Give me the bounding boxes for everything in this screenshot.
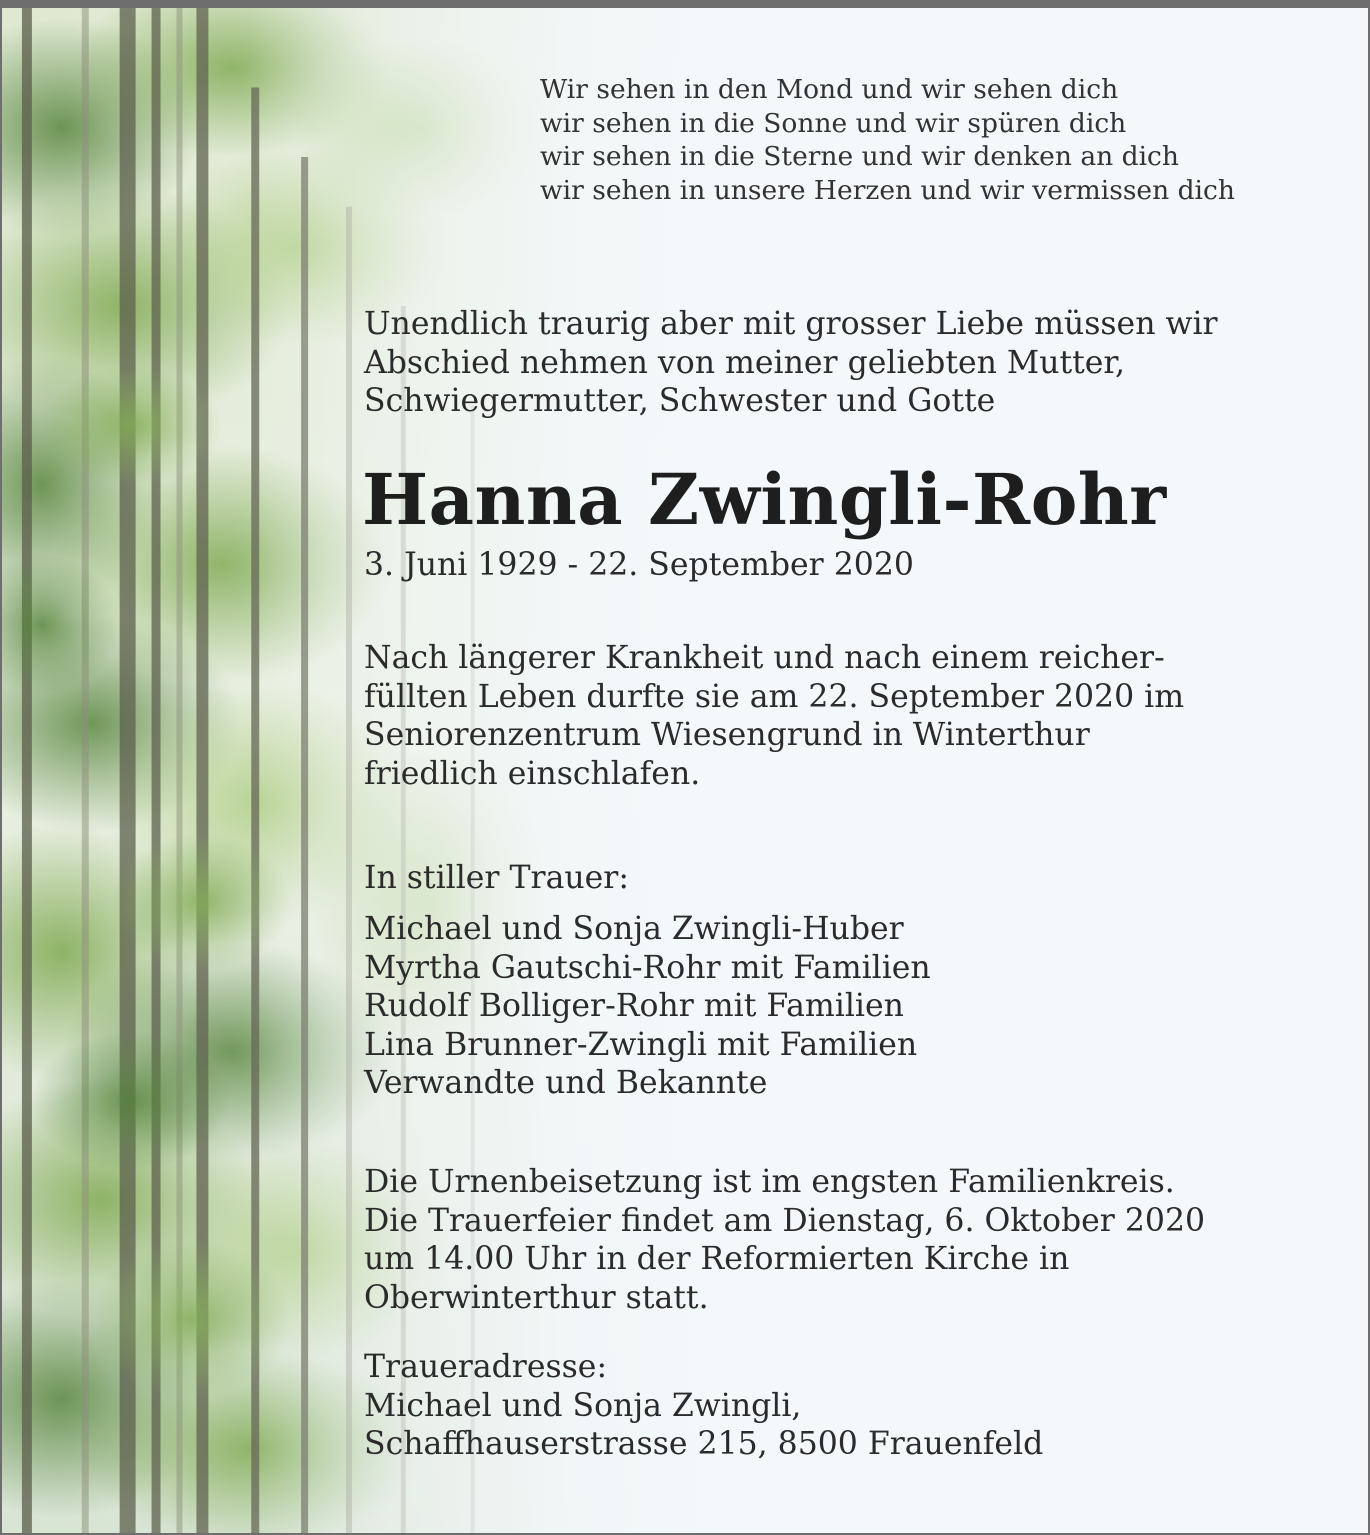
ceremony-line: um 14.00 Uhr in der Reformierten Kirche in: [364, 1241, 1070, 1277]
mourner-name: Michael und Sonja Zwingli-Huber: [364, 911, 904, 947]
poem-line: Wir sehen in den Mond und wir sehen dich: [540, 74, 1119, 105]
ceremony-line: Die Trauerfeier findet am Dienstag, 6. Oktober 2020: [364, 1202, 1206, 1239]
mourner-name: Lina Brunner-Zwingli mit Familien: [364, 1026, 918, 1063]
intro-line: Unendlich traurig aber mit grosser Liebe müssen wir: [364, 306, 1218, 342]
mourning-address: [364, 1348, 1043, 1464]
message-line: füllten Leben durfte sie am 22. September 2020 im: [364, 678, 1185, 715]
ceremony-line: Die Urnenbeisetzung ist im engsten Familienkreis.: [364, 1164, 1175, 1200]
intro-text: [364, 305, 1218, 421]
address-line: Traueradresse:: [364, 1349, 608, 1385]
mourner-name: Verwandte und Bekannte: [364, 1065, 768, 1101]
death-message: [364, 639, 1184, 793]
ceremony-line: Oberwinterthur statt.: [364, 1279, 709, 1316]
message-line: Seniorenzentrum Wiesengrund in Winterthur: [364, 717, 1090, 753]
mourners-list: [364, 910, 931, 1103]
poem-line: wir sehen in die Sterne und wir denken an dich: [540, 141, 1179, 172]
deceased-name: Hanna Zwingli-Rohr: [362, 458, 1167, 541]
mourner-name: Myrtha Gautschi-Rohr mit Familien: [364, 949, 931, 986]
mourners-label: In stiller Trauer:: [364, 860, 629, 896]
intro-line: Schwiegermutter, Schwester und Gotte: [364, 383, 996, 419]
poem-verse: [540, 73, 1235, 207]
poem-line: wir sehen in unsere Herzen und wir vermissen dich: [540, 174, 1235, 206]
address-line: Michael und Sonja Zwingli,: [364, 1387, 802, 1424]
poem-line: wir sehen in die Sonne und wir spüren dich: [540, 107, 1127, 139]
ceremony-info: [364, 1163, 1205, 1317]
message-line: friedlich einschlafen.: [364, 755, 701, 792]
address-line: Schaffhauserstrasse 215, 8500 Frauenfeld: [364, 1426, 1044, 1462]
intro-line: Abschied nehmen von meiner geliebten Mutter,: [364, 344, 1126, 381]
mourner-name: Rudolf Bolliger-Rohr mit Familien: [364, 988, 904, 1024]
message-line: Nach längerer Krankheit und nach einem reicher-: [364, 640, 1165, 676]
life-dates: 3. Juni 1929 - 22. September 2020: [364, 547, 914, 583]
